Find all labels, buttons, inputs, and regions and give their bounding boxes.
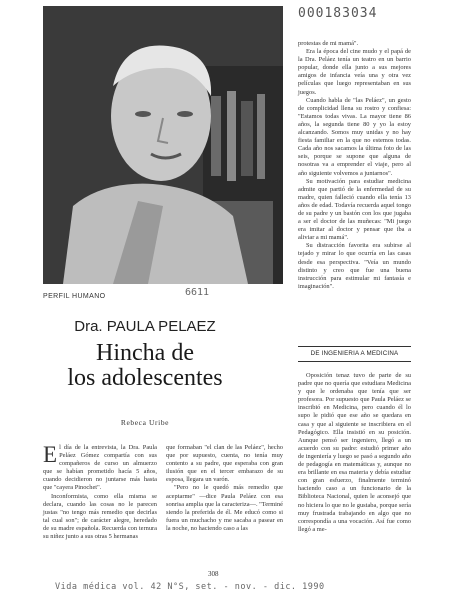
article-subtitle: Dra. PAULA PELAEZ (74, 318, 216, 335)
sidebar-heading-box (298, 346, 411, 362)
section-label: PERFIL HUMANO (43, 293, 106, 300)
pencil-mark: 6611 (185, 287, 210, 298)
paragraph-first (43, 444, 157, 493)
paragraph: "Pero no le quedó más remedio que aceptarme" —dice Paula Peláez con esa sonrisa amplia que la caracteriza—. "Terminé siendo la preferida de él. Me educó como si fuera un muchacho y me sacaba a pasear en la noche, no haciendo caso a las (166, 484, 283, 532)
author-byline: Rebeca Uribe (120, 418, 170, 427)
portrait-image (43, 6, 283, 284)
column-middle (166, 444, 283, 533)
paragraph: Cuando habla de "las Peláez", un gesto de complicidad llena su rostro y confiesa: "Estamos todas vivas. La mayor tiene 86 años, la segunda tiene 80 y yo la estoy alcanzando. Somos muy unidas y no hay fiesta familiar en la que no estemos todas. Cada año nos sacamos la última foto de las seis, porque se supone que alguna de nosotras va a emprender el viaje, pero al año siguiente volvemos a juntarnos". (298, 96, 411, 177)
paragraph: que formaban "el clan de las Peláez", hecho que por supuesto, cuenta, no tenía muy contento a su padre, que esperaba con gran ilusión que en el tercer embarazo de su esposa, llegara un varón. (166, 444, 283, 484)
archive-stamp: 000183034 (298, 6, 378, 21)
paragraph: Oposición tenaz tuvo de parte de su padre que no quería que estudiara Medicina y que le ordenaba que tenía que ser profesora. Por supuesto que Paula Peláez se inscribió en Medicina, pero cuando él lo supo le pidió que ese año se quedara en casa y que al siguiente se inscribiera en el Pedagógico. Ella insistió en su posición. Aunque pensó ser ingeniero, llegó a un acuerdo con su padre: estudió primer año de ingeniería y luego se pasó a segundo año de pedagogía en matemáticas y, aunque no era brillante en esa materia y debía estudiar con gran esfuerzo, finalmente terminó haciendo caso a un funcionario de la Biblioteca Nacional, quien le aconsejó que no hiciera lo que no le gustaba, porque sería muy frustrada trabajando en algo que no correspondía a una vocación. Así fue como llegó a me- (298, 372, 411, 533)
column-right-top (298, 40, 411, 291)
page-number: 308 (208, 570, 219, 578)
drop-cap: E (43, 442, 58, 467)
article-title (0, 341, 290, 391)
paragraph: Su motivación para estudiar medicina admite que partió de la enfermedad de su madre, quien falleció cuando ella tenía 13 años de edad. Todavía recuerda aquel tongo de su padre y un bastón con los que jugaba a ser el doctor de las muñecas: "Mi juego era imitar al doctor y pensar que iba a aliviar a mi mamá". (298, 177, 411, 242)
column-left (43, 444, 157, 541)
paragraph: protestas de mi mamá". (298, 40, 359, 47)
paragraph-text: l día de la entrevista, la Dra. Paula Peláez Gómez compartía con sus compañeros de curso un almuerzo que se habían prometido hacía 5 años, cuando decidieron no juntarse más hasta que "cayera Pinochet". (43, 444, 157, 492)
paragraph: Su distracción favorita era subirse al tejado y mirar lo que ocurría en las casas desde esa perspectiva. "Veía un mundo distinto y creo que fue una buena instrucción para estimular mi fantasía e imaginación". (298, 242, 411, 290)
handwritten-footer: Vida médica vol. 42 N°S, set. - nov. - dic. 1990 (55, 582, 325, 592)
sidebar-heading: DE INGENIERIA A MEDICINA (310, 350, 399, 357)
paragraph: Inconformista, como ella misma se declara, cuando las cosas no le parecen justas "no tengo más remedio que decirlas tal cual son"; de carácter alegre, heredado de su madre española. Recuerda con ternura su niñez junto a sus otras 5 hermanas (43, 492, 157, 541)
title-line-1: Hincha de (96, 340, 194, 366)
column-right-bottom (298, 372, 411, 534)
title-line-2: los adolescentes (67, 365, 223, 391)
paragraph: Era la época del cine mudo y el papá de la Dra. Peláez tenía un teatro en un barrio popular, donde ella junto a sus mejores amigos de infancia veía una y otra vez películas que luego representaban en sus juegos. (298, 48, 411, 96)
portrait-photo (43, 6, 283, 284)
